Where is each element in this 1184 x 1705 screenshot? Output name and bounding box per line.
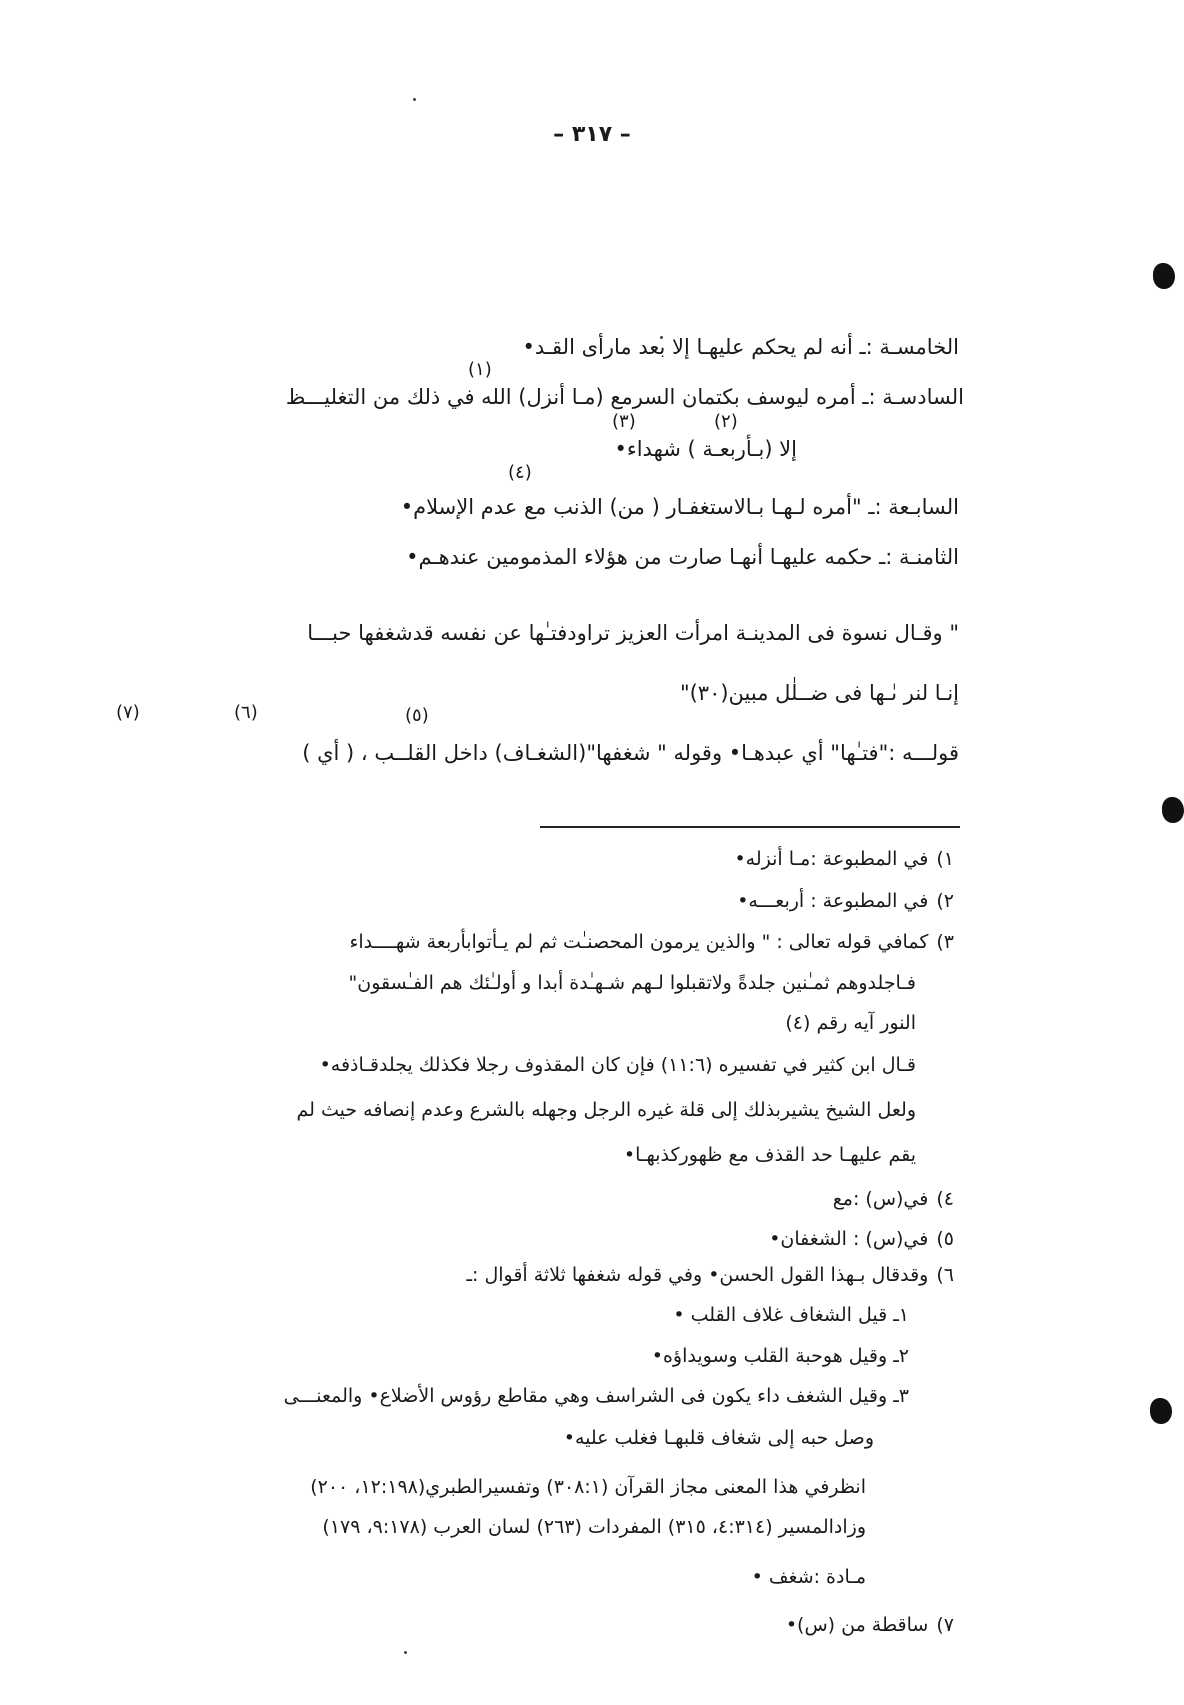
footnote-1: ١)في المطبوعة :مـا أنزله• bbox=[734, 848, 954, 870]
footnote-3-line: قـال ابن كثير في تفسيره (١١:٦) فإن كان المقذوف رجلا فكذلك يجلدقـاذفه• bbox=[319, 1054, 916, 1076]
footnote-4: ٤)في(س) :مع bbox=[832, 1188, 954, 1210]
footnote-marker: (٦) bbox=[234, 702, 258, 723]
footnote-6-subitem: ٣ـ وقيل الشغف داء يكون فى الشراسف وهي مقاطع رؤوس الأضلاع• والمعنـــى bbox=[283, 1385, 909, 1407]
footnote-2: ٢)في المطبوعة : أربعـــه• bbox=[737, 890, 954, 912]
footnote-6-subitem: وصل حبه إلى شغاف قلبهـا فغلب عليه• bbox=[563, 1427, 874, 1449]
scan-blot bbox=[1150, 1398, 1172, 1424]
body-line: الخامسـة :ـ أنه لم يحكم عليهـا إلا بعد مارأى القـد• bbox=[522, 335, 959, 359]
scan-speck bbox=[404, 1651, 407, 1654]
footnote-marker: (٤) bbox=[508, 462, 532, 483]
footnote-marker: (٧) bbox=[116, 702, 140, 723]
reference-line: مـادة :شغف • bbox=[751, 1566, 866, 1588]
footnote-3-line: النور آيه رقم (٤) bbox=[785, 1012, 916, 1034]
reference-line: وزادالمسير (٤:٣١٤، ٣١٥) المفردات (٢٦٣) لسان العرب (٩:١٧٨، ١٧٩) bbox=[322, 1516, 866, 1538]
footnote-6-subitem: ٢ـ وقيل هوحبة القلب وسويداؤه• bbox=[651, 1345, 909, 1367]
footnote-5: ٥)في(س) : الشغفان• bbox=[769, 1228, 954, 1250]
page-number: – ٣١٧ – bbox=[553, 122, 631, 147]
body-line: السابـعة :ـ "أمره لـهـا بـالاستغفـار ( من) الذنب مع عدم الإسلام• bbox=[400, 495, 959, 519]
footnote-6: ٦)وقدقال بـهذا القول الحسن• وفي قوله شغفها ثلاثة أقوال :ـ bbox=[466, 1264, 954, 1286]
footnote-marker: (٣) bbox=[612, 411, 636, 432]
footnote-3-line: فـاجلدوهم ثمـٰنين جلدةً ولاتقبلوا لـهم شـهـٰدة أبدا و أولـٰئك هم الفـٰسقون" bbox=[348, 972, 916, 994]
footnote-6-subitem: ١ـ قيل الشغاف غلاف القلب • bbox=[673, 1304, 909, 1326]
footnote-7: ٧)ساقطة من (س)• bbox=[785, 1614, 954, 1636]
scan-speck bbox=[413, 98, 416, 101]
scan-blot bbox=[1153, 263, 1175, 289]
body-line: السادسـة :ـ أمره ليوسف بكتمان السرمع (مـا أنزل) الله في ذلك من التغليـــظ bbox=[285, 385, 964, 409]
scan-blot bbox=[1162, 797, 1184, 823]
footnote-marker: (١) bbox=[468, 359, 492, 380]
body-line: إنـا لنر ىٰـها فى ضــلٰل مبين(٣٠)" bbox=[679, 681, 959, 705]
body-line: قولـــه :"فتـٰها" أي عبدهـا• وقوله " شغفها"(الشغـاف) داخل القلــب ، ( أي ) bbox=[302, 741, 959, 765]
body-line: " وقـال نسوة فى المدينـة امرأت العزيز تراودفتـٰها عن نفسه قدشغفها حبـــا bbox=[307, 621, 959, 645]
body-line: الثامنـة :ـ حكمه عليهـا أنهـا صارت من هؤلاء المذمومين عندهـم• bbox=[406, 545, 959, 569]
footnote-marker: (٥) bbox=[405, 705, 429, 726]
footnote-3: ٣)كمافي قوله تعالى : " والذين يرمون المحصنـٰت ثم لم يـأتوابأربعة شهــــداء bbox=[349, 931, 954, 953]
footnote-3-line: يقم عليهـا حد القذف مع ظهوركذبهـا• bbox=[623, 1144, 916, 1166]
reference-line: انظرفي هذا المعنى مجاز القرآن (٣٠٨:١) وتفسيرالطبري(١٢:١٩٨، ٢٠٠) bbox=[310, 1476, 866, 1498]
footnote-separator bbox=[540, 826, 960, 828]
body-line: إلا (بـأربعـة ) شهداء• bbox=[614, 437, 797, 461]
footnote-marker: (٢) bbox=[714, 411, 738, 432]
footnote-3-line: ولعل الشيخ يشيربذلك إلى قلة غيره الرجل وجهله بالشرع وعدم إنصافه حيث لم bbox=[296, 1099, 916, 1121]
